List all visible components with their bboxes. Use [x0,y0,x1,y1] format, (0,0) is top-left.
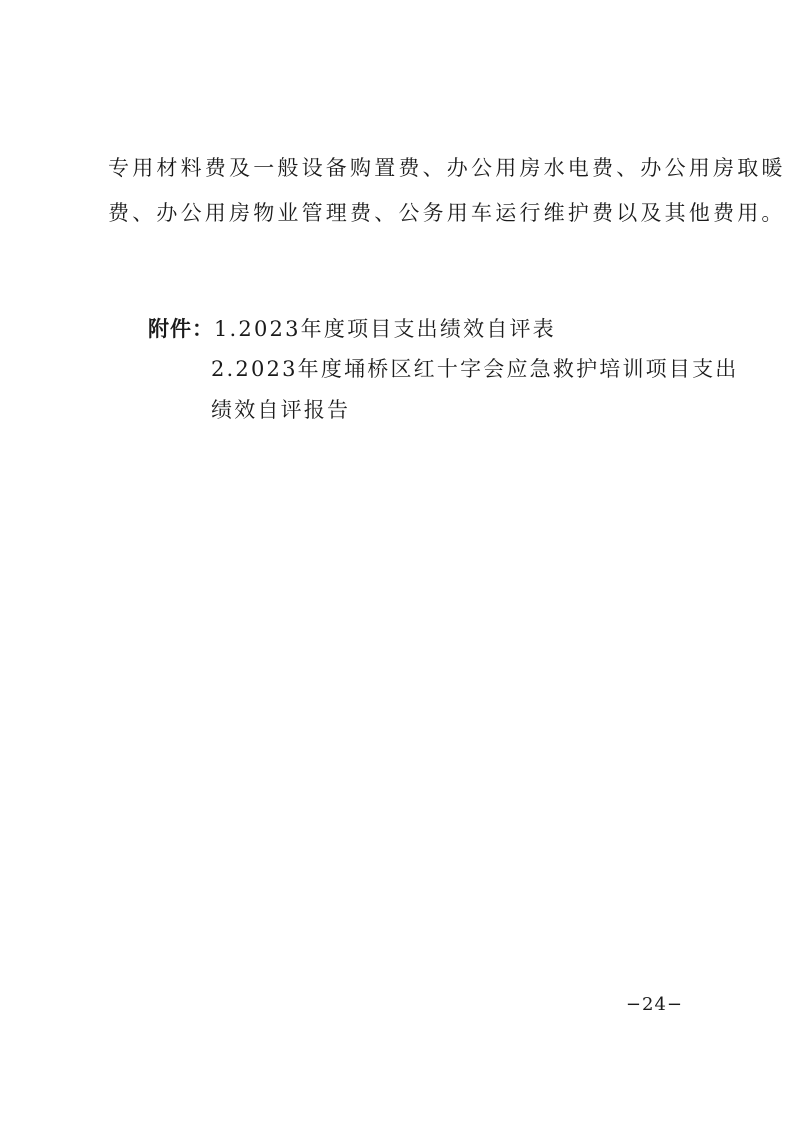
attachment-item-2-line-2: 绩效自评报告 [211,398,351,422]
attachment-label: 附件： [148,317,214,341]
attachment-item-2-line-1: 2.2023年度埇桥区红十字会应急救护培训项目支出 [211,357,739,381]
attachment-item-1 [148,315,556,343]
body-text-line-1: 专用材料费及一般设备购置费、办公用房水电费、办公用房取暖 [108,156,786,180]
page-number: −24− [625,994,683,1015]
body-text-line-2: 费、办公用房物业管理费、公务用车运行维护费以及其他费用。 [108,201,786,225]
attachment-item-1-text: 1.2023年度项目支出绩效自评表 [214,317,556,341]
